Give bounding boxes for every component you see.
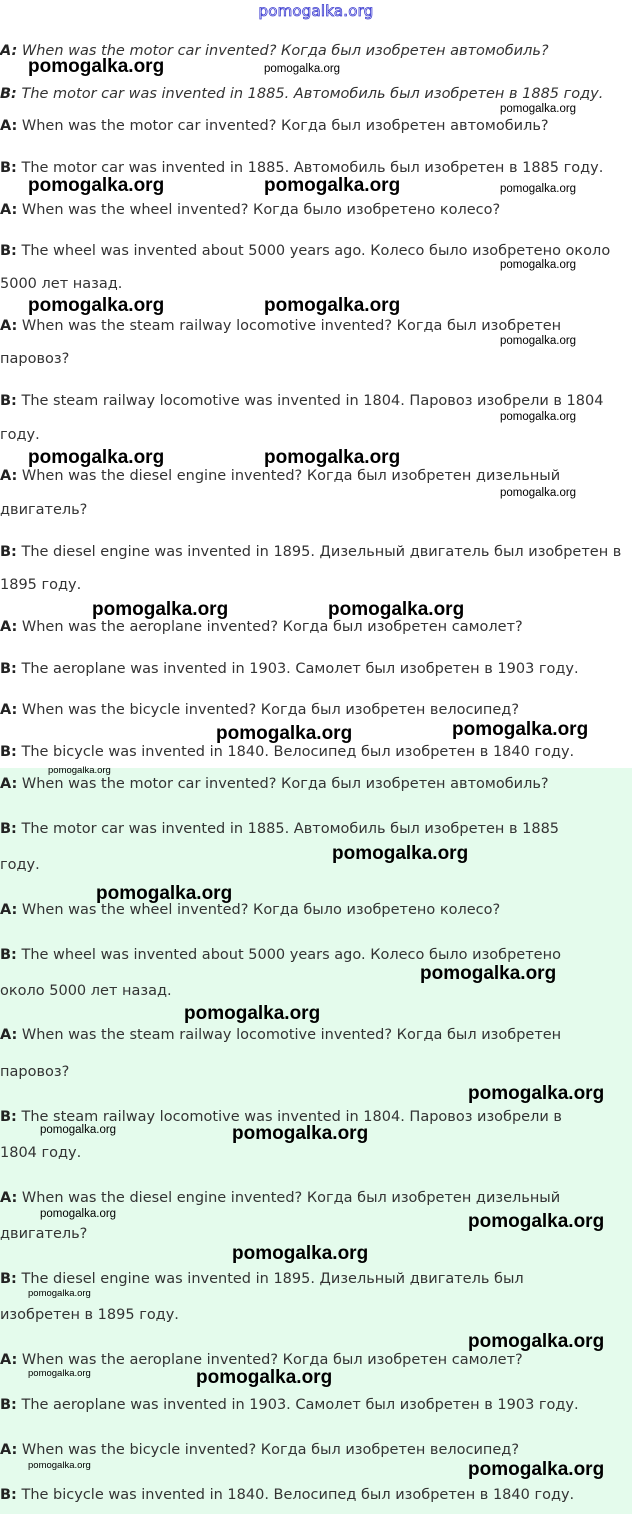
line-text: The aeroplane was invented in 1903. Самолет был изобретен в 1903 году. [16, 1397, 579, 1413]
line-text: The wheel was invented about 5000 years ago. Колесо было изобретено около [16, 243, 611, 259]
speaker-label: A: [0, 1027, 18, 1043]
watermark: pomogalka.org [468, 1211, 605, 1232]
watermark: pomogalka.org [328, 599, 465, 620]
line-text: When was the motor car invented? Когда был изобретен автомобиль? [17, 118, 549, 134]
dialogue-line [0, 701, 632, 719]
dialogue-line [0, 1026, 632, 1044]
line-text: When was the motor car invented? Когда был изобретен автомобиль? [17, 43, 549, 59]
watermark: pomogalka.org [332, 843, 469, 864]
speaker-label: A: [0, 318, 18, 334]
line-text: When was the steam railway locomotive invented? Когда был изобретен [17, 318, 562, 334]
line-text: The steam railway locomotive was invented in 1804. Паровоз изобрели в [16, 1109, 562, 1125]
dialogue-line [0, 501, 632, 519]
speaker-label: A: [0, 43, 18, 59]
line-text: The bicycle was invented in 1840. Велосипед был изобретен в 1840 году. [16, 1487, 575, 1503]
speaker-label: B: [0, 661, 17, 677]
watermark: pomogalka.org [40, 1124, 117, 1136]
dialogue-line [0, 1306, 632, 1324]
watermark: pomogalka.org [28, 1288, 91, 1299]
line-text: The steam railway locomotive was invented in 1804. Паровоз изобрели в 1804 [16, 393, 604, 409]
watermark: pomogalka.org [264, 447, 401, 468]
watermark: pomogalka.org [232, 1243, 369, 1264]
line-text: около 5000 лет назад. [0, 983, 172, 999]
watermark: pomogalka.org [184, 1003, 321, 1024]
watermark: pomogalka.org [468, 1459, 605, 1480]
line-text: When was the motor car invented? Когда был изобретен автомобиль? [17, 776, 549, 792]
dialogue-line [0, 317, 632, 335]
speaker-label: B: [0, 1487, 17, 1503]
watermark: pomogalka.org [468, 1331, 605, 1352]
watermark: pomogalka.org [452, 719, 589, 740]
speaker-label: B: [0, 86, 17, 102]
speaker-label: A: [0, 1190, 18, 1206]
speaker-label: B: [0, 243, 17, 259]
dialogue-line [0, 1270, 632, 1288]
watermark: pomogalka.org [500, 103, 577, 115]
speaker-label: A: [0, 1352, 18, 1368]
watermark: pomogalka.org [264, 63, 341, 75]
watermark: pomogalka.org [420, 963, 557, 984]
dialogue-line [0, 1396, 632, 1414]
dialogue-line [0, 467, 632, 485]
watermark: pomogalka.org [28, 447, 165, 468]
line-text: паровоз? [0, 1064, 70, 1080]
line-text: When was the aeroplane invented? Когда был изобретен самолет? [17, 619, 523, 635]
line-text: The motor car was invented in 1885. Автомобиль был изобретен в 1885 году. [16, 86, 604, 102]
dialogue-line [0, 946, 632, 964]
speaker-label: A: [0, 776, 18, 792]
dialogue-line [0, 543, 632, 561]
dialogue-line [0, 1063, 632, 1081]
watermark: pomogalka.org [500, 183, 577, 195]
dialogue-line [0, 1189, 632, 1207]
watermark: pomogalka.org [196, 1367, 333, 1388]
watermark: pomogalka.org [28, 56, 165, 77]
line-text: The diesel engine was invented in 1895. Дизельный двигатель был изобретен в [16, 544, 622, 560]
watermark: pomogalka.org [216, 723, 353, 744]
watermark: pomogalka.org [96, 883, 233, 904]
line-text: The bicycle was invented in 1840. Велосипед был изобретен в 1840 году. [16, 744, 575, 760]
watermark: pomogalka.org [264, 295, 401, 316]
speaker-label: B: [0, 544, 17, 560]
watermark: pomogalka.org [92, 599, 229, 620]
speaker-label: A: [0, 902, 18, 918]
speaker-label: B: [0, 821, 17, 837]
line-text: When was the bicycle invented? Когда был изобретен велосипед? [17, 702, 520, 718]
line-text: The wheel was invented about 5000 years ago. Колесо было изобретено [16, 947, 561, 963]
dialogue-line [0, 117, 632, 135]
dialogue-line [0, 201, 632, 219]
line-text: The motor car was invented in 1885. Автомобиль был изобретен в 1885 [16, 821, 560, 837]
watermark: pomogalka.org [500, 335, 577, 347]
dialogue-line [0, 660, 632, 678]
dialogue-line [0, 743, 632, 761]
line-text: The motor car was invented in 1885. Автомобиль был изобретен в 1885 году. [16, 160, 604, 176]
line-text: The aeroplane was invented in 1903. Самолет был изобретен в 1903 году. [16, 661, 579, 677]
watermark: pomogalka.org [28, 1460, 91, 1471]
speaker-label: A: [0, 118, 18, 134]
speaker-label: A: [0, 468, 18, 484]
dialogue-line [0, 775, 632, 793]
speaker-label: B: [0, 393, 17, 409]
line-text: When was the wheel invented? Когда было изобретено колесо? [17, 202, 501, 218]
dialogue-line [0, 85, 632, 103]
line-text: When was the diesel engine invented? Когда был изобретен дизельный [17, 468, 561, 484]
dialogue-line [0, 901, 632, 919]
dialogue-line [0, 820, 632, 838]
speaker-label: A: [0, 702, 18, 718]
dialogue-line [0, 275, 632, 293]
watermark: pomogalka.org [500, 259, 577, 271]
dialogue-line [0, 350, 632, 368]
speaker-label: B: [0, 1109, 17, 1125]
speaker-label: A: [0, 619, 18, 635]
line-text: изобретен в 1895 году. [0, 1307, 179, 1323]
line-text: 1895 году. [0, 577, 82, 593]
dialogue-line [0, 1486, 632, 1504]
line-text: году. [0, 427, 40, 443]
watermark: pomogalka.org [500, 411, 577, 423]
watermark: pomogalka.org [468, 1083, 605, 1104]
line-text: When was the wheel invented? Когда было изобретено колесо? [17, 902, 501, 918]
speaker-label: B: [0, 160, 17, 176]
site-header[interactable]: pomogalka.org [258, 2, 374, 20]
line-text: 1804 году. [0, 1145, 82, 1161]
dialogue-line [0, 856, 632, 874]
line-text: двигатель? [0, 1226, 88, 1242]
watermark: pomogalka.org [28, 175, 165, 196]
dialogue-line [0, 426, 632, 444]
dialogue-line [0, 242, 632, 260]
watermark: pomogalka.org [48, 765, 111, 776]
speaker-label: B: [0, 1271, 17, 1287]
speaker-label: A: [0, 202, 18, 218]
watermark: pomogalka.org [28, 1368, 91, 1379]
speaker-label: B: [0, 1397, 17, 1413]
dialogue-line [0, 1144, 632, 1162]
line-text: When was the steam railway locomotive invented? Когда был изобретен [17, 1027, 562, 1043]
line-text: The diesel engine was invented in 1895. Дизельный двигатель был [16, 1271, 524, 1287]
line-text: When was the aeroplane invented? Когда был изобретен самолет? [17, 1352, 523, 1368]
line-text: паровоз? [0, 351, 70, 367]
line-text: When was the diesel engine invented? Когда был изобретен дизельный [17, 1190, 561, 1206]
watermark: pomogalka.org [40, 1208, 117, 1220]
line-text: году. [0, 857, 40, 873]
dialogue-line [0, 576, 632, 594]
speaker-label: B: [0, 744, 17, 760]
line-text: When was the bicycle invented? Когда был изобретен велосипед? [17, 1442, 520, 1458]
speaker-label: A: [0, 1442, 18, 1458]
speaker-label: B: [0, 947, 17, 963]
line-text: двигатель? [0, 502, 88, 518]
watermark: pomogalka.org [500, 487, 577, 499]
dialogue-line [0, 392, 632, 410]
watermark: pomogalka.org [28, 295, 165, 316]
watermark: pomogalka.org [232, 1123, 369, 1144]
watermark: pomogalka.org [264, 175, 401, 196]
line-text: 5000 лет назад. [0, 276, 123, 292]
dialogue-line [0, 1441, 632, 1459]
